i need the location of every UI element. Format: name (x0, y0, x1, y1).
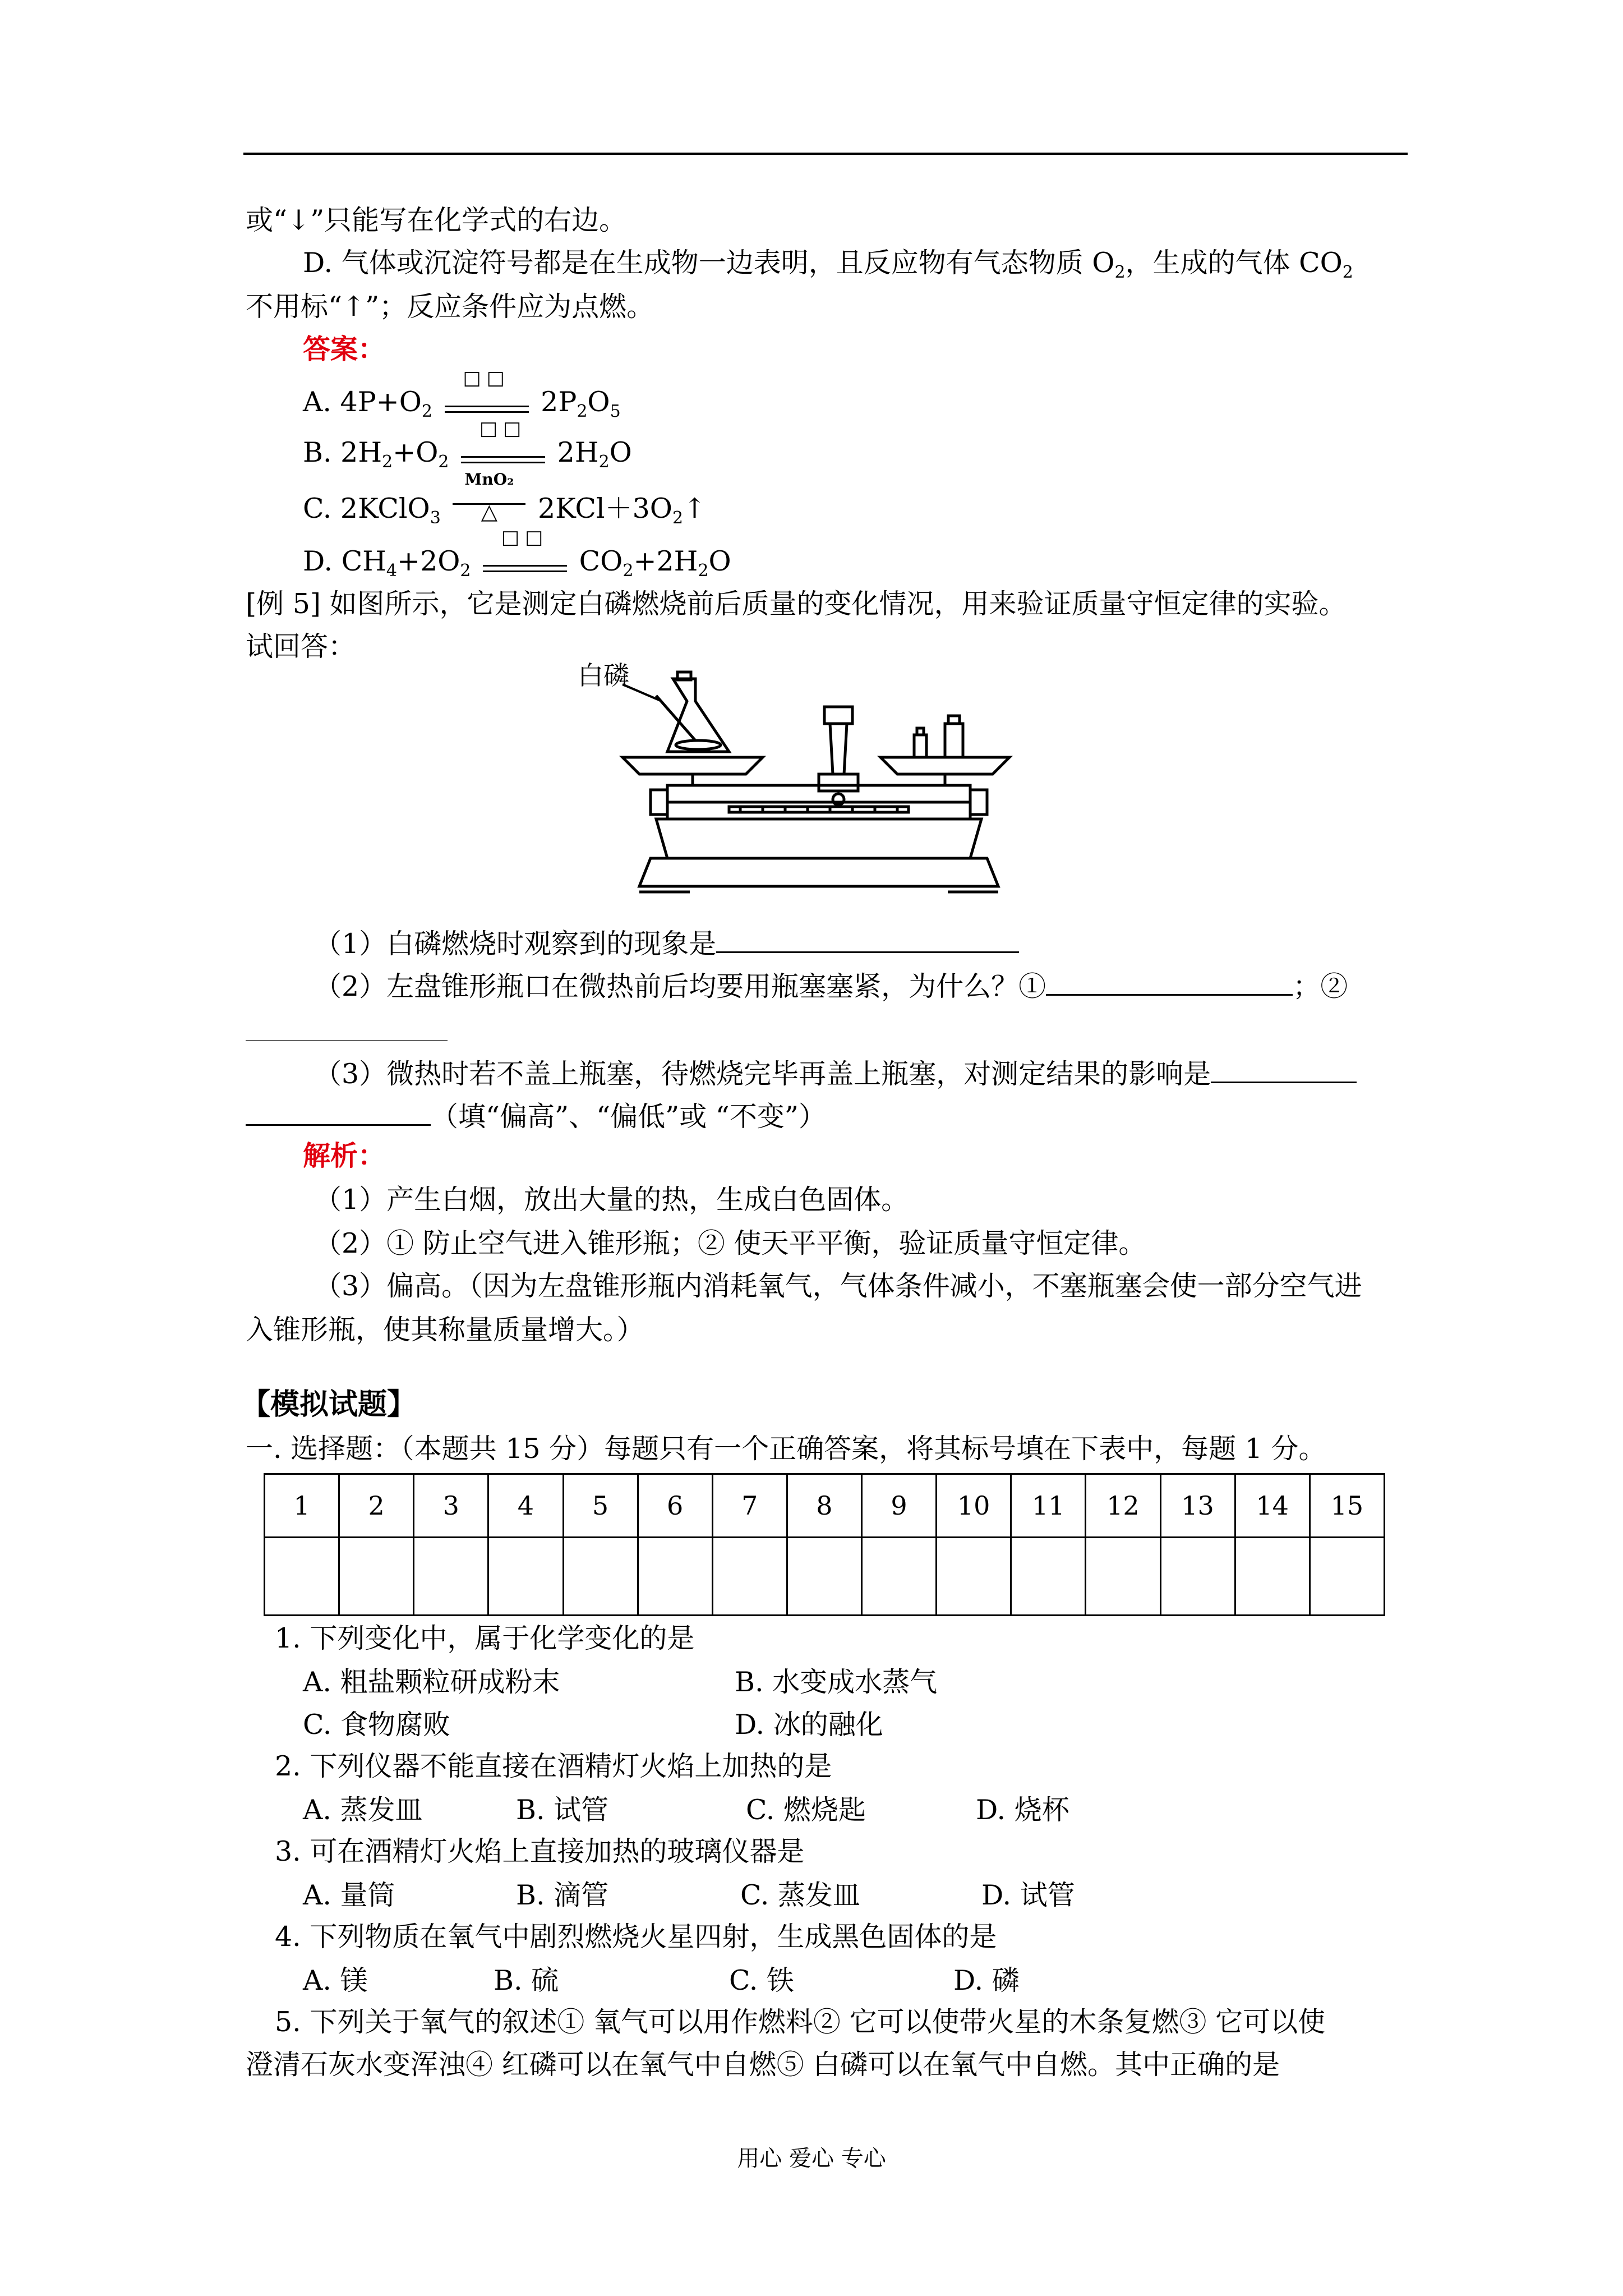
mc-option[interactable]: D. 冰的融化 (735, 1709, 883, 1741)
double-arrow: □□ (483, 553, 567, 575)
table-header-cell: 7 (712, 1474, 787, 1538)
mc-question-5b: 澄清石灰水变浑浊④ 红磷可以在氧气中自燃⑤ 白磷可以在氧气中自燃。其中正确的是 (246, 2049, 1280, 2081)
equation-c: C. 2KClO$_3$ MnO₂ △ $2KCl+3O_2↑$ (303, 470, 707, 528)
text-line: 不用标“↑”；反应条件应为点燃。 (246, 291, 654, 323)
mc-option[interactable]: C. 铁 (729, 1964, 794, 1996)
text-line: D. 气体或沉淀符号都是在生成物一边表明，且反应物有气态物质 $O_2$，生成的气体 $CO_2$ (303, 247, 1353, 282)
mc-question-4: 4. 下列物质在氧气中剧烈燃烧火星四射，生成黑色固体的是 (275, 1921, 997, 1953)
mc-option[interactable]: A. 量筒 (303, 1879, 395, 1911)
answer-label: 答案： (303, 333, 386, 365)
answer-cell[interactable] (638, 1538, 712, 1616)
answer-cell[interactable] (1011, 1538, 1086, 1616)
answer-blank[interactable] (716, 927, 1019, 953)
answer-cell[interactable] (787, 1538, 861, 1616)
text-line: 或“↓”只能写在化学式的右边。 (246, 204, 627, 236)
table-header-cell: 13 (1160, 1474, 1235, 1538)
balance-drawing (578, 660, 1021, 909)
analysis-3: （3）偏高。（因为左盘锥形瓶内消耗氧气，气体条件减小，不塞瓶塞会使一部分空气进 (314, 1270, 1362, 1302)
answer-cell[interactable] (862, 1538, 937, 1616)
header-rule (243, 153, 1408, 155)
section-instructions: 一. 选择题：（本题共 15 分）每题只有一个正确答案，将其标号填在下表中，每题 1 分。 (246, 1433, 1326, 1465)
question-1: （1）白磷燃烧时观察到的现象是 (314, 927, 1019, 958)
equation-b: B. $2H_2+O_2$ □□ $2H_2O$ (303, 417, 632, 472)
mc-question-2: 2. 下列仪器不能直接在酒精灯火焰上加热的是 (275, 1750, 832, 1782)
mc-option[interactable]: D. 试管 (981, 1879, 1075, 1911)
question-3: （3）微热时若不盖上瓶塞，待燃烧完毕再盖上瓶塞，对测定结果的影响是 (314, 1057, 1357, 1088)
table-header-cell: 6 (638, 1474, 712, 1538)
answer-blank[interactable] (246, 1099, 431, 1126)
answer-cell[interactable] (563, 1538, 638, 1616)
label-white-phosphorus: 白磷 (578, 660, 629, 691)
table-header-cell: 15 (1310, 1474, 1384, 1538)
mc-option[interactable]: B. 硫 (494, 1964, 559, 1996)
answer-cell[interactable] (414, 1538, 488, 1616)
table-header-cell: 9 (862, 1474, 937, 1538)
equation-a: A. $4P+O_2$ □□ $2P_2O_5$ (303, 366, 621, 421)
answer-cell[interactable] (488, 1538, 563, 1616)
table-header-cell: 4 (488, 1474, 563, 1538)
answer-cell[interactable] (712, 1538, 787, 1616)
mc-option[interactable]: B. 滴管 (516, 1879, 609, 1911)
mc-option[interactable]: B. 水变成水蒸气 (735, 1666, 938, 1698)
answer-cell[interactable] (1160, 1538, 1235, 1616)
answer-cell[interactable] (1310, 1538, 1384, 1616)
example-5-text: [例 5] 如图所示，它是测定白磷燃烧前后质量的变化情况，用来验证质量守恒定律的实验。 (246, 588, 1347, 620)
mc-option[interactable]: D. 磷 (953, 1964, 1020, 1996)
mc-question-3: 3. 可在酒精灯火焰上直接加热的玻璃仪器是 (275, 1835, 805, 1867)
example-5-text: 试回答： (246, 631, 356, 662)
mc-option[interactable]: B. 试管 (516, 1794, 609, 1826)
mc-question-1: 1. 下列变化中，属于化学变化的是 (275, 1622, 695, 1654)
balance-figure (578, 660, 1021, 909)
mc-question-5: 5. 下列关于氧气的叙述① 氧气可以用作燃料② 它可以使带火星的木条复燃③ 它可以使 (275, 2006, 1326, 2038)
mc-option[interactable]: A. 粗盐颗粒研成粉末 (303, 1666, 560, 1698)
table-header-cell: 2 (339, 1474, 414, 1538)
answer-blank[interactable] (1046, 969, 1293, 996)
question-2: （2）左盘锥形瓶口在微热前后均要用瓶塞塞紧，为什么？① ；② (314, 970, 1348, 1002)
table-header-cell: 12 (1086, 1474, 1160, 1538)
table-header-cell: 3 (414, 1474, 488, 1538)
answer-blank[interactable] (246, 1015, 448, 1041)
question-3-tail: （填“偏高”、“偏低”或 “不变”） (246, 1099, 826, 1130)
analysis-1: （1）产生白烟，放出大量的热，生成白色固体。 (314, 1184, 909, 1216)
section-title: 【模拟试题】 (241, 1388, 417, 1421)
mc-option[interactable]: C. 蒸发皿 (740, 1879, 860, 1911)
table-header-cell: 11 (1011, 1474, 1086, 1538)
answer-blank[interactable] (1211, 1057, 1357, 1083)
answer-cell[interactable] (1235, 1538, 1310, 1616)
double-arrow: □□ (461, 444, 545, 466)
mc-option[interactable]: C. 燃烧匙 (746, 1794, 866, 1826)
table-header-cell: 14 (1235, 1474, 1310, 1538)
analysis-2: （2）① 防止空气进入锥形瓶；② 使天平平衡，验证质量守恒定律。 (314, 1227, 1146, 1259)
mc-option[interactable]: D. 烧杯 (976, 1794, 1069, 1826)
table-header-cell: 8 (787, 1474, 861, 1538)
table-header-cell: 1 (265, 1474, 339, 1538)
mc-option[interactable]: C. 食物腐败 (303, 1709, 450, 1741)
table-header-cell: 5 (563, 1474, 638, 1538)
answer-blank-line (246, 1015, 448, 1046)
double-arrow: □□ (445, 393, 529, 416)
page-footer: 用心 爱心 专心 (737, 2146, 886, 2171)
answer-cell[interactable] (339, 1538, 414, 1616)
answer-cell[interactable] (1086, 1538, 1160, 1616)
reaction-arrow: MnO₂ △ (453, 500, 525, 522)
analysis-label: 解析： (303, 1140, 386, 1172)
equation-d: D. $CH_4+2O_2$ □□ $CO_2+2H_2O$ (303, 526, 731, 581)
answer-cell[interactable] (937, 1538, 1011, 1616)
answer-cell[interactable] (265, 1538, 339, 1616)
table-header-cell: 10 (937, 1474, 1011, 1538)
mc-option[interactable]: A. 镁 (303, 1964, 368, 1996)
answer-table (264, 1473, 1385, 1616)
analysis-3b: 入锥形瓶，使其称量质量增大。） (246, 1314, 644, 1346)
mc-option[interactable]: A. 蒸发皿 (303, 1794, 423, 1826)
